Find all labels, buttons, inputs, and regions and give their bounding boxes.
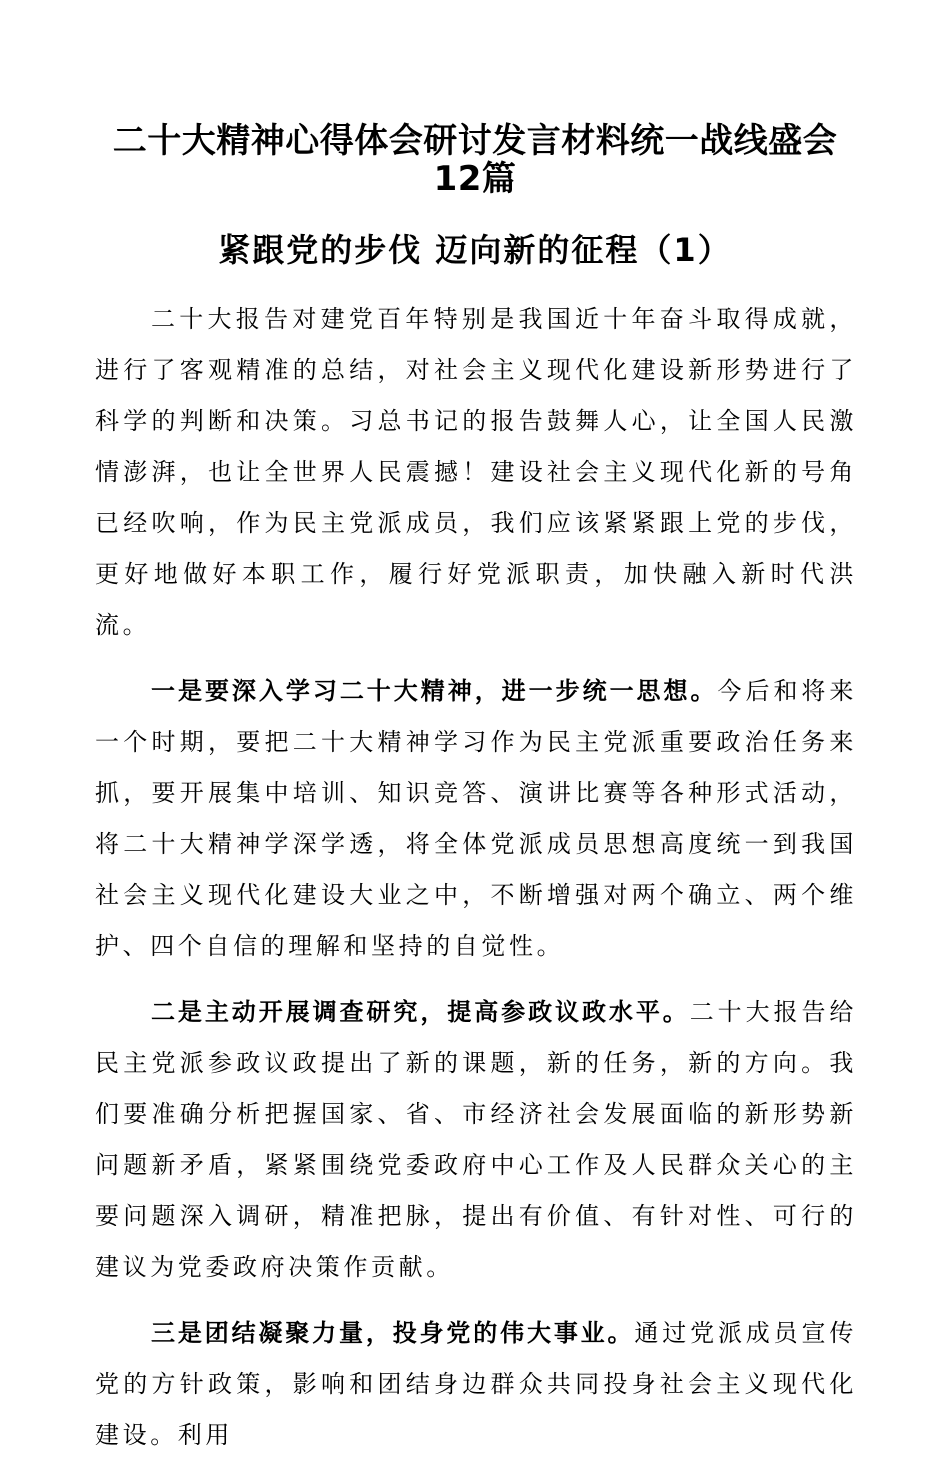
paragraph-intro xyxy=(95,294,857,651)
document-title-line-1: 二十大精神心得体会研讨发言材料统一战线盛会 xyxy=(112,121,838,161)
paragraph-point-1 xyxy=(95,666,857,972)
paragraph-point-1-text: 今后和将来一个时期，要把二十大精神学习作为民主党派重要政治任务来抓，要开展集中培训、知识竞答、演讲比赛等各种形式活动，将二十大精神学深学透，将全体党派成员思想高度统一到我国社会主义现代化建设大业之中，不断增强对两个确立、两个维护、四个自信的理解和坚持的自觉性。 xyxy=(95,677,858,960)
paragraph-point-3-heading: 三是团结凝聚力量，投身党的伟大事业。 xyxy=(151,1319,635,1347)
paragraph-intro-text: 二十大报告对建党百年特别是我国近十年奋斗取得成就，进行了客观精准的总结，对社会主义现代化建设新形势进行了科学的判断和决策。习总书记的报告鼓舞人心，让全国人民激情澎湃，也让全世界人民震撼！建设社会主义现代化新的号角已经吹响，作为民主党派成员，我们应该紧紧跟上党的步伐，更好地做好本职工作，履行好党派职责，加快融入新时代洪流。 xyxy=(95,305,857,639)
article-subtitle: 紧跟党的步伐 迈向新的征程（1） xyxy=(218,231,732,269)
paragraph-point-3-text: 通过党派成员宣传党的方针政策，影响和团结身边群众共同投身社会主义现代化建设。利用 xyxy=(95,1319,857,1449)
paragraph-point-2-text: 二十大报告给民主党派参政议政提出了新的课题，新的任务，新的方向。我们要准确分析把握国家、省、市经济社会发展面临的新形势新问题新矛盾，紧紧围绕党委政府中心工作及人民群众关心的主要问题深入调研，精准把脉，提出有价值、有针对性、可行的建议为党委政府决策作贡献。 xyxy=(95,998,857,1281)
paragraph-point-3 xyxy=(95,1308,857,1461)
article-body xyxy=(95,294,857,1476)
paragraph-point-1-heading: 一是要深入学习二十大精神，进一步统一思想。 xyxy=(151,677,718,705)
paragraph-point-2-heading: 二是主动开展调查研究，提高参政议政水平。 xyxy=(151,998,690,1026)
paragraph-point-2 xyxy=(95,987,857,1293)
document-title-line-2: 12篇 xyxy=(433,159,517,199)
